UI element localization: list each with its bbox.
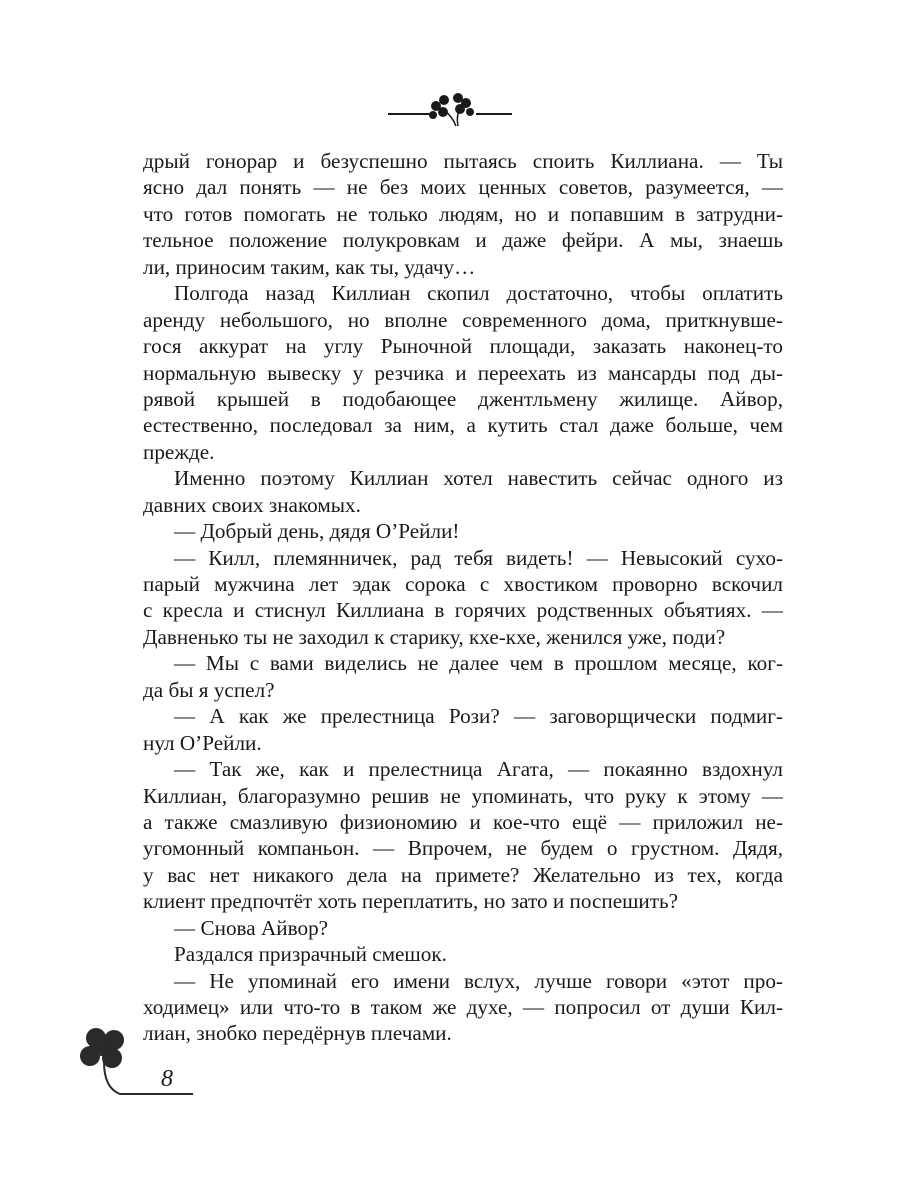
text-line: аренду небольшого, но вполне современного дома, приткнувше- <box>143 307 783 332</box>
text-line: лиан, знобко передёрнув плечами. <box>143 1021 452 1046</box>
text-line: — Не упоминай его имени вслух, лучше говори «этот про- <box>174 968 783 993</box>
text-line: рявой крышей в подобающее джентльмену жилище. Айвор, <box>143 386 783 411</box>
page-body-text <box>143 148 783 1047</box>
text-line: гося аккурат на углу Рыночной площади, заказать наконец-то <box>143 334 783 359</box>
text-line: что готов помогать не только людям, но и попавшим в затрудни- <box>143 201 783 226</box>
page-number: 8 <box>161 1066 173 1092</box>
clover-ornament-icon <box>386 86 514 130</box>
text-line: парый мужчина лет эдак сорока с хвостиком проворно вскочил <box>143 572 783 596</box>
text-line: тельное положение полукровкам и даже фейри. А мы, знаешь <box>143 228 783 253</box>
text-line: с кресла и стиснул Киллиана в горячих родственных объятиях. — <box>143 598 783 623</box>
text-line: да бы я успел? <box>143 677 275 702</box>
text-line: — Снова Айвор? <box>174 915 329 940</box>
text-line: Давненько ты не заходил к старику, кхе-кхе, женился уже, поди? <box>143 624 726 649</box>
clover-icon <box>76 1026 200 1102</box>
text-line: — Килл, племянничек, рад тебя видеть! — Невысокий сухо- <box>174 545 783 570</box>
text-line: нормальную вывеску у резчика и переехать из мансарды под ды- <box>143 360 783 385</box>
text-line: естественно, последовал за ним, а кутить стал даже больше, чем <box>143 413 783 438</box>
text-line: давних своих знакомых. <box>143 492 361 517</box>
text-line: — Мы с вами виделись не далее чем в прошлом месяце, ког- <box>174 651 783 676</box>
text-line: ясно дал понять — не без моих ценных советов, разумеется, — <box>143 175 783 200</box>
text-line: у вас нет никакого дела на примете? Желательно из тех, когда <box>143 862 783 887</box>
text-line: угомонный компаньон. — Впрочем, не будем о грустном. Дядя, <box>143 836 783 861</box>
text-line: ли, приносим таким, как ты, удачу… <box>143 254 476 279</box>
text-line: клиент предпочтёт хоть переплатить, но зато и поспешить? <box>143 889 679 914</box>
text-line: нул О’Рейли. <box>143 730 262 755</box>
text-line: Киллиан, благоразумно решив не упоминать, что руку к этому — <box>143 783 783 808</box>
text-line: — А как же прелестница Рози? — заговорщически подмиг- <box>174 704 783 729</box>
text-line: Полгода назад Киллиан скопил достаточно, чтобы оплатить <box>174 281 783 306</box>
text-line: Раздался призрачный смешок. <box>174 942 447 967</box>
text-line: — Добрый день, дядя О’Рейли! <box>174 519 460 544</box>
text-line: дрый гонорар и безуспешно пытаясь споить Киллиана. — Ты <box>143 149 783 173</box>
text-line: ходимец» или что-то в таком же духе, — попросил от души Кил- <box>143 995 783 1019</box>
text-line: Именно поэтому Киллиан хотел навестить сейчас одного из <box>174 466 783 491</box>
text-line: — Так же, как и прелестница Агата, — покаянно вздохнул <box>174 757 783 782</box>
text-line: прежде. <box>143 439 215 464</box>
text-line: а также смазливую физиономию и кое-что ещё — приложил не- <box>143 809 783 834</box>
